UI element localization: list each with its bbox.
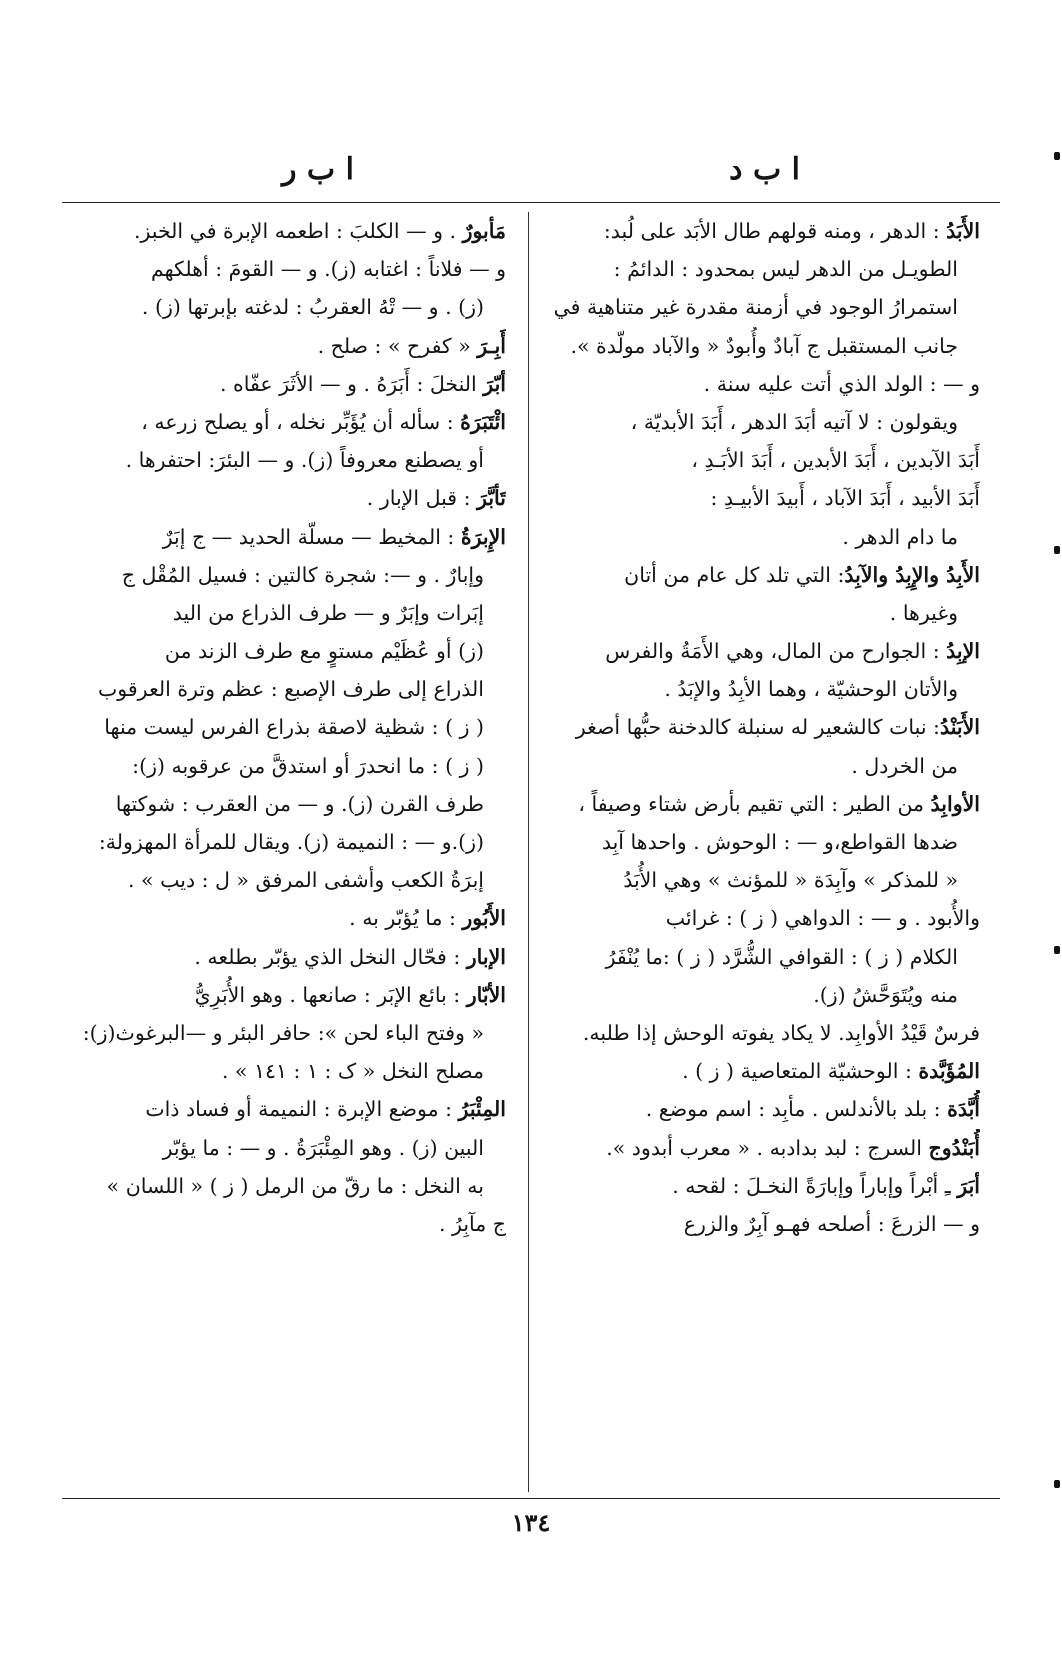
definition-text: : نبات كالشعير له سنبلة كالدخنة حبُّها أصغر	[575, 715, 940, 740]
definition-text: النخلَ : أَبَرَهُ . و — الأثَرَ عفّاه .	[219, 371, 484, 396]
definition-text: : الدهر ، ومنه قولهم طال الأبَد على لُبد:	[603, 219, 947, 243]
margin-mark	[1054, 546, 1060, 554]
entry-line	[70, 288, 506, 326]
entry-line	[70, 1052, 506, 1090]
entry-line	[70, 747, 506, 785]
header-root-left: ا ب ر	[282, 152, 354, 187]
margin-mark	[1054, 152, 1060, 160]
left-column	[70, 212, 506, 1494]
entry-line	[70, 365, 506, 403]
entry-line	[544, 479, 980, 517]
headword: المُؤَبَّدة	[918, 1059, 980, 1084]
headword: الأوابِدُ	[930, 791, 980, 816]
entry-line	[544, 250, 980, 288]
entry-line	[544, 1129, 980, 1167]
entry-line	[70, 327, 506, 365]
definition-text: البين (ز) . وهو المِئْبَرَةُ . و — : ما يؤبّر	[162, 1135, 484, 1160]
entry-line	[70, 556, 506, 594]
entry-line	[544, 823, 980, 861]
entry-line	[544, 899, 980, 937]
entry-line	[544, 632, 980, 670]
top-rule	[62, 202, 1000, 203]
entry-line	[70, 250, 506, 288]
entry-line	[544, 747, 980, 785]
entry-line	[70, 899, 506, 937]
definition-text: : قبل الإبار .	[366, 486, 478, 511]
definition-text: أَبَدَ الأبيد ، أَبَدَ الآباد ، أَبيدَ الأبيـدِ :	[710, 486, 980, 511]
definition-text: جانب المستقبل ج آبادٌ وأُبودٌ « والآباد مولّدة ».	[570, 333, 958, 358]
entry-line	[70, 518, 506, 556]
entry-line	[544, 1090, 980, 1128]
entry-line	[544, 1052, 980, 1090]
definition-text: فرسٌ قَيْدُ الأوابِد. لا يكاد يفوته الوحش إذا طلبه.	[582, 1020, 980, 1045]
entry-line	[70, 861, 506, 899]
headword: أُبَنْدُوج	[928, 1135, 980, 1160]
entry-line	[70, 632, 506, 670]
entry-line	[544, 1014, 980, 1052]
entry-line	[544, 1205, 980, 1243]
entry-line	[544, 938, 980, 976]
entry-line	[544, 365, 980, 403]
headword: الإبار	[466, 944, 506, 969]
definition-text: : المخيط — مسلّة الحديد — ج إبَرٌ	[162, 524, 461, 549]
entry-line	[70, 938, 506, 976]
definition-text: الكلام ( ز ) : القوافي الشُّرَّد ( ز ) :ما يُنْفَرُ	[605, 944, 958, 969]
definition-text: إبرَةُ الكعب وأشفى المرفق « ل : ديب » .	[128, 868, 484, 893]
right-column	[544, 212, 980, 1494]
headword: أُبَّدَة	[947, 1097, 980, 1122]
entry-line	[70, 479, 506, 517]
definition-text: : بلد بالأندلس . مأبِد : اسم موضع .	[645, 1097, 948, 1122]
entry-line	[544, 1167, 980, 1205]
definition-text: : الوحشيّة المتعاصية ( ز ) .	[682, 1059, 919, 1084]
definition-text: . و — الكلبَ : اطعمه الإبرة في الخبز.	[133, 219, 463, 243]
entry-line	[544, 785, 980, 823]
definition-text: : سأله أن يُؤَبِّر نخله ، أو يصلح زرعه ،	[141, 409, 461, 434]
definition-text: وغيرها .	[889, 600, 958, 625]
column-divider	[528, 212, 529, 1492]
definition-text: منه ويُتَوَحَّشُ (ز).	[813, 982, 958, 1007]
entry-line	[544, 556, 980, 594]
entry-line	[544, 670, 980, 708]
entry-line	[70, 1014, 506, 1052]
entry-line	[544, 327, 980, 365]
entry-line	[544, 594, 980, 632]
page-header	[62, 152, 1000, 198]
definition-text: ج مآبِرُ .	[438, 1211, 506, 1236]
definition-text: (ز).و — : النميمة (ز). ويقال للمرأة المهزولة:	[98, 830, 484, 854]
definition-text: و — الزرعَ : أصلحه فهـو آبِرٌ والزرع	[683, 1211, 980, 1236]
definition-text: والأُبود . و — : الدواهي ( ز ) : غرائب	[665, 906, 980, 931]
definition-text: و — فلاناً : اغتابه (ز). و — القومَ : أهلكهم	[150, 257, 506, 282]
entry-line	[544, 288, 980, 326]
definition-text: ما دام الدهر .	[842, 524, 958, 549]
entry-line	[544, 403, 980, 441]
definition-text: « كفرح » : صلح .	[317, 333, 478, 358]
headword: الإبِدُ	[946, 639, 980, 664]
definition-text: « للمذكر » وآبِدَة « للمؤنث » وهي الأُبَدُ	[623, 868, 958, 893]
headword: أبّرَ	[483, 371, 506, 396]
headword: الأَبِدُ والإِبِدُ والآبِدُ	[844, 562, 980, 587]
definition-text: : الجوارح من المال، وهي الأَمَةُ والفرس	[605, 639, 947, 664]
definition-text: استمرارُ الوجود في أزمنة مقدرة غير متناهية في	[553, 295, 958, 320]
definition-text: ـِ أبْراً وإباراً وإبارَةً النخـلَ : لقحه .	[672, 1173, 958, 1198]
headword: الأبّار	[466, 982, 506, 1007]
entry-line	[70, 823, 506, 861]
headword: تَأبَّرَ	[477, 486, 506, 511]
definition-text: ( ز ) : ما انحدرَ أو استدقَّ من عرقوبه (ز):	[132, 753, 484, 778]
definition-text: ضدها القواطع،و — : الوحوش . واحدها آبِد	[601, 830, 958, 854]
entry-line	[70, 594, 506, 632]
headword: مَأبورٌ	[462, 219, 506, 243]
headword: الإِبرَةُ	[460, 524, 506, 549]
definition-text: : بائع الإبَر : صانعها . وهو الأُبَرِيُّ	[194, 982, 467, 1007]
entry-line	[70, 1205, 506, 1243]
bottom-rule	[62, 1498, 1000, 1499]
entry-line	[70, 441, 506, 479]
definition-text: السرج : لبد بدادبه . « معرب أبدود ».	[606, 1135, 929, 1160]
headword: الأَبَدُ	[946, 219, 980, 243]
definition-text: ( ز ) : شظية لاصقة بذراع الفرس ليست منها	[104, 715, 484, 740]
entry-line	[544, 518, 980, 556]
header-root-right: ا ب د	[729, 152, 800, 187]
definition-text: (ز) . و — تْهُ العقربُ : لدغته بإبرتها (ز) .	[141, 295, 484, 320]
entry-line	[70, 1090, 506, 1128]
entry-line	[70, 1167, 506, 1205]
entry-line	[70, 785, 506, 823]
entry-line	[70, 976, 506, 1014]
definition-text: : موضع الإبرة : النميمة أو فساد ذات	[145, 1097, 459, 1122]
headword: أَبِـرَ	[477, 333, 506, 358]
margin-mark	[1054, 1480, 1060, 1488]
definition-text: (ز) أو عُظَيْم مستوٍ مع طرف الزند من	[164, 639, 484, 664]
entry-line	[70, 403, 506, 441]
definition-text: « وفتح الباء لحن »: حافر البئر و —البرغوث(ز):	[82, 1020, 484, 1045]
entry-line	[70, 212, 506, 250]
entry-line	[544, 441, 980, 479]
headword: الأَبُور	[462, 906, 506, 931]
definition-text: طرف القرن (ز). و — من العقرب : شوكتها	[115, 791, 484, 816]
headword: الأَبَنْدُ	[939, 715, 980, 740]
definition-text: ويقولون : لا آتيه أبَدَ الدهر ، أَبَدَ الأبديّة ،	[630, 409, 958, 434]
headword: ائْتَبَرَهُ	[460, 409, 506, 434]
page-number: ١٣٤	[511, 1508, 551, 1537]
definition-text: من الخردل .	[851, 753, 958, 778]
definition-text: والأتان الوحشيّة ، وهما الأبِدُ والإبَدُ .	[664, 677, 958, 702]
definition-text: مصلح النخل « ک : ١ : ١٤١ » .	[221, 1059, 484, 1084]
definition-text: أَبَدَ الآبدين ، أَبَدَ الأبدين ، أَبَدَ الأبَـدِ ،	[691, 448, 980, 473]
entry-line	[70, 708, 506, 746]
entry-line	[70, 1129, 506, 1167]
entry-line	[544, 976, 980, 1014]
entry-line	[544, 708, 980, 746]
entry-line	[544, 861, 980, 899]
definition-text: : ما يُؤبّر به .	[349, 906, 463, 931]
definition-text: الطويـل من الدهر ليس بمحدود : الدائمُ :	[613, 257, 958, 282]
definition-text: : فحّال النخل الذي يؤبّر بطلعه .	[194, 944, 467, 969]
definition-text: : التي تلد كل عام من أتان	[624, 562, 845, 587]
definition-text: به النخل : ما رقّ من الرمل ( ز ) « اللسان »	[106, 1173, 484, 1198]
headword: أبَرَ	[957, 1173, 980, 1198]
definition-text: أو يصطنع معروفاً (ز). و — البئرَ: احتفرها .	[125, 448, 484, 473]
entry-line	[544, 212, 980, 250]
headword: المِئْبَرُ	[458, 1097, 506, 1122]
entry-line	[70, 670, 506, 708]
definition-text: وإبارٌ . و —: شجرة كالتين : فسيل المُقْل ج	[121, 562, 484, 587]
definition-text: إبَرات وإبَرٌ و — طرف الذراع من اليد	[172, 600, 484, 625]
definition-text: من الطير : التي تقيم بأرض شتاء وصيفاً ،	[578, 791, 931, 816]
definition-text: الذراع إلى طرف الإصبع : عظم وترة العرقوب	[97, 677, 484, 702]
definition-text: و — : الولد الذي أتت عليه سنة .	[703, 371, 980, 396]
margin-mark	[1054, 946, 1060, 954]
